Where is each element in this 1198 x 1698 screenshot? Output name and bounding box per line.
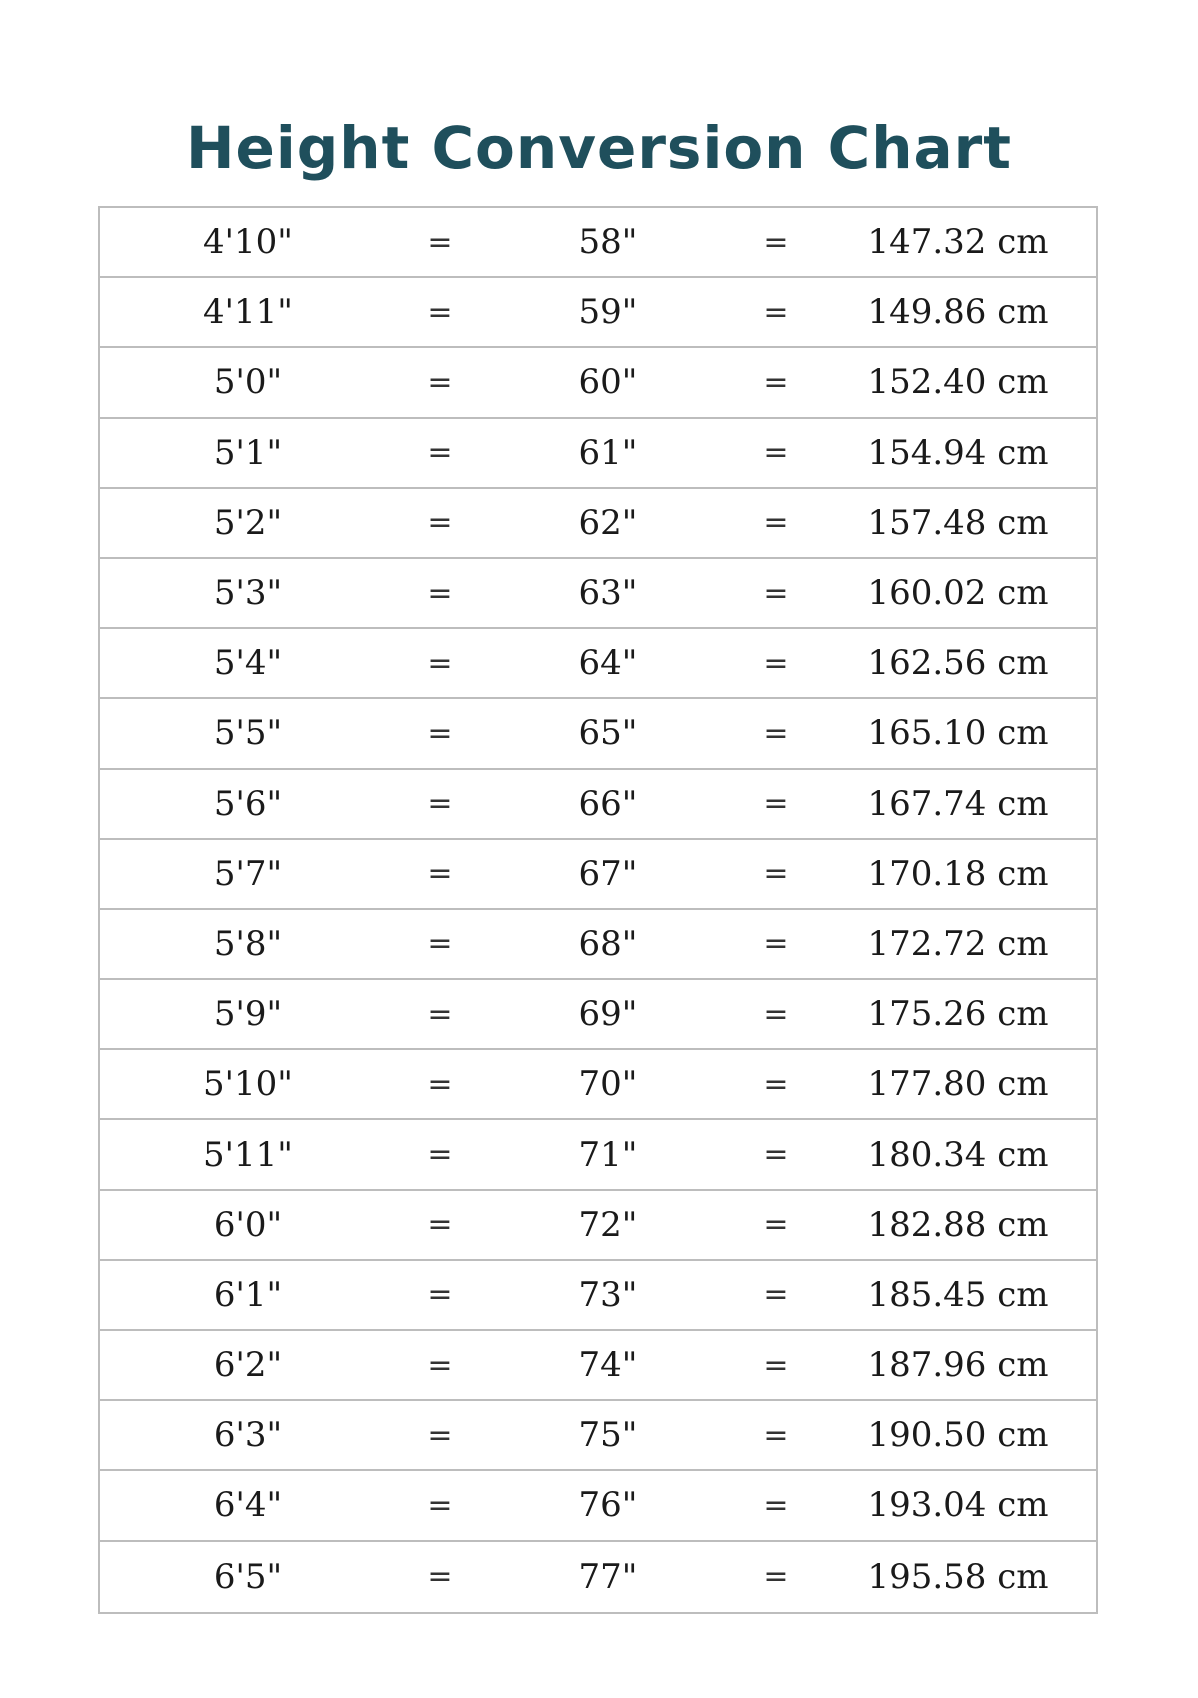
table-row	[100, 208, 1096, 278]
centimeters-cell: 152.40 cm	[867, 362, 1049, 403]
equals-sign: =	[763, 294, 789, 330]
equals-sign: =	[427, 996, 453, 1032]
inches-cell: 59"	[578, 292, 638, 333]
equals-sign: =	[763, 926, 789, 962]
equals-sign: =	[427, 1487, 453, 1523]
equals-sign: =	[763, 1137, 789, 1173]
equals-sign: =	[763, 1207, 789, 1243]
equals-sign: =	[427, 926, 453, 962]
centimeters-cell: 170.18 cm	[867, 853, 1049, 894]
equals-sign: =	[763, 1559, 789, 1595]
feet-inches-cell: 6'5"	[213, 1556, 283, 1597]
centimeters-cell: 172.72 cm	[867, 923, 1049, 964]
centimeters-cell: 187.96 cm	[867, 1345, 1049, 1386]
equals-sign: =	[427, 435, 453, 471]
equals-sign: =	[763, 364, 789, 400]
equals-sign: =	[427, 294, 453, 330]
equals-sign: =	[763, 224, 789, 260]
table-row	[100, 489, 1096, 559]
feet-inches-cell: 5'6"	[213, 783, 283, 824]
feet-inches-cell: 5'9"	[213, 994, 283, 1035]
equals-sign: =	[427, 364, 453, 400]
table-row	[100, 629, 1096, 699]
table-row	[100, 348, 1096, 418]
centimeters-cell: 160.02 cm	[867, 573, 1049, 614]
equals-sign: =	[763, 1277, 789, 1313]
centimeters-cell: 167.74 cm	[867, 783, 1049, 824]
table-row	[100, 559, 1096, 629]
table-row	[100, 1120, 1096, 1190]
centimeters-cell: 157.48 cm	[867, 502, 1049, 543]
equals-sign: =	[763, 996, 789, 1032]
equals-sign: =	[427, 1277, 453, 1313]
table-row	[100, 1401, 1096, 1471]
table-row	[100, 980, 1096, 1050]
centimeters-cell: 195.58 cm	[867, 1556, 1049, 1597]
equals-sign: =	[763, 575, 789, 611]
equals-sign: =	[763, 1417, 789, 1453]
centimeters-cell: 190.50 cm	[867, 1415, 1049, 1456]
feet-inches-cell: 5'3"	[213, 573, 283, 614]
equals-sign: =	[763, 1347, 789, 1383]
equals-sign: =	[427, 1347, 453, 1383]
equals-sign: =	[427, 575, 453, 611]
equals-sign: =	[427, 1137, 453, 1173]
table-row	[100, 840, 1096, 910]
inches-cell: 76"	[578, 1485, 638, 1526]
inches-cell: 64"	[578, 643, 638, 684]
centimeters-cell: 162.56 cm	[867, 643, 1049, 684]
inches-cell: 71"	[578, 1134, 638, 1175]
equals-sign: =	[427, 645, 453, 681]
inches-cell: 58"	[578, 222, 638, 263]
page-title: Height Conversion Chart	[186, 114, 1012, 182]
feet-inches-cell: 6'4"	[213, 1485, 283, 1526]
feet-inches-cell: 5'5"	[213, 713, 283, 754]
centimeters-cell: 147.32 cm	[867, 222, 1049, 263]
feet-inches-cell: 6'3"	[213, 1415, 283, 1456]
feet-inches-cell: 5'10"	[203, 1064, 293, 1105]
inches-cell: 77"	[578, 1556, 638, 1597]
equals-sign: =	[427, 1207, 453, 1243]
centimeters-cell: 177.80 cm	[867, 1064, 1049, 1105]
equals-sign: =	[763, 435, 789, 471]
table-row	[100, 1471, 1096, 1541]
table-row	[100, 1331, 1096, 1401]
table-row	[100, 910, 1096, 980]
feet-inches-cell: 4'10"	[203, 222, 293, 263]
inches-cell: 74"	[578, 1345, 638, 1386]
inches-cell: 61"	[578, 432, 638, 473]
equals-sign: =	[427, 856, 453, 892]
table-row	[100, 419, 1096, 489]
inches-cell: 65"	[578, 713, 638, 754]
inches-cell: 60"	[578, 362, 638, 403]
table-row	[100, 770, 1096, 840]
feet-inches-cell: 4'11"	[203, 292, 293, 333]
feet-inches-cell: 5'8"	[213, 923, 283, 964]
centimeters-cell: 165.10 cm	[867, 713, 1049, 754]
inches-cell: 72"	[578, 1204, 638, 1245]
table-row	[100, 1050, 1096, 1120]
equals-sign: =	[427, 224, 453, 260]
conversion-table	[98, 206, 1098, 1614]
table-row	[100, 1261, 1096, 1331]
table-row	[100, 278, 1096, 348]
feet-inches-cell: 6'0"	[213, 1204, 283, 1245]
centimeters-cell: 149.86 cm	[867, 292, 1049, 333]
centimeters-cell: 175.26 cm	[867, 994, 1049, 1035]
equals-sign: =	[763, 645, 789, 681]
equals-sign: =	[427, 715, 453, 751]
table-row	[100, 1191, 1096, 1261]
equals-sign: =	[763, 1066, 789, 1102]
feet-inches-cell: 5'11"	[203, 1134, 293, 1175]
inches-cell: 66"	[578, 783, 638, 824]
inches-cell: 73"	[578, 1274, 638, 1315]
equals-sign: =	[427, 1417, 453, 1453]
centimeters-cell: 180.34 cm	[867, 1134, 1049, 1175]
equals-sign: =	[763, 505, 789, 541]
inches-cell: 68"	[578, 923, 638, 964]
table-row	[100, 1542, 1096, 1612]
equals-sign: =	[763, 786, 789, 822]
inches-cell: 63"	[578, 573, 638, 614]
inches-cell: 62"	[578, 502, 638, 543]
equals-sign: =	[427, 1066, 453, 1102]
table-row	[100, 699, 1096, 769]
feet-inches-cell: 5'0"	[213, 362, 283, 403]
inches-cell: 70"	[578, 1064, 638, 1105]
equals-sign: =	[763, 1487, 789, 1523]
feet-inches-cell: 5'4"	[213, 643, 283, 684]
inches-cell: 69"	[578, 994, 638, 1035]
inches-cell: 75"	[578, 1415, 638, 1456]
feet-inches-cell: 5'2"	[213, 502, 283, 543]
equals-sign: =	[763, 715, 789, 751]
inches-cell: 67"	[578, 853, 638, 894]
equals-sign: =	[427, 1559, 453, 1595]
feet-inches-cell: 5'1"	[213, 432, 283, 473]
centimeters-cell: 185.45 cm	[867, 1274, 1049, 1315]
equals-sign: =	[427, 786, 453, 822]
feet-inches-cell: 5'7"	[213, 853, 283, 894]
feet-inches-cell: 6'2"	[213, 1345, 283, 1386]
equals-sign: =	[427, 505, 453, 541]
feet-inches-cell: 6'1"	[213, 1274, 283, 1315]
equals-sign: =	[763, 856, 789, 892]
centimeters-cell: 154.94 cm	[867, 432, 1049, 473]
centimeters-cell: 182.88 cm	[867, 1204, 1049, 1245]
centimeters-cell: 193.04 cm	[867, 1485, 1049, 1526]
